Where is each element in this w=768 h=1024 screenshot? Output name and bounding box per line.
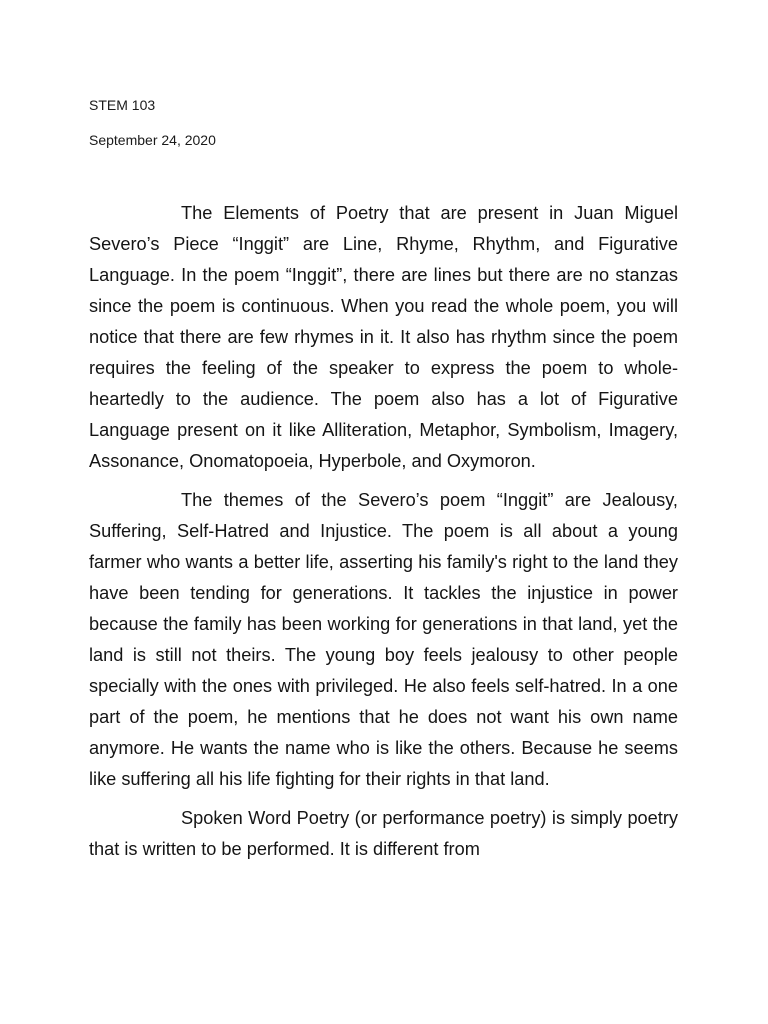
paragraph-themes: The themes of the Severo’s poem “Inggit” are Jealousy, Suffering, Self-Hatred and Injustice. The poem is all about a young farmer who wants a better life, asserting his family's right to the land they have been tending for generations. It tackles the injustice in power because the family has been working for generations in that land, yet the land is still not theirs. The young boy feels jealousy to other people specially with the ones with privileged. He also feels self-hatred. In a one part of the poem, he mentions that he does not want his own name anymore. He wants the name who is like the others. Because he seems like suffering all his life fighting for their rights in that land. xyxy=(89,490,678,789)
paragraph-elements-of-poetry: The Elements of Poetry that are present in Juan Miguel Severo’s Piece “Inggit” are Line, Rhyme, Rhythm, and Figurative Language. In the poem “Inggit”, there are lines but there are no stanzas since the poem is continuous. When you read the whole poem, you will notice that there are few rhymes in it. It also has rhythm since the poem requires the feeling of the speaker to express the poem to whole-heartedly to the audience. The poem also has a lot of Figurative Language present on it like Alliteration, Metaphor, Symbolism, Imagery, Assonance, Onomatopoeia, Hyperbole, and Oxymoron. xyxy=(89,203,678,471)
essay-body xyxy=(89,198,678,873)
paragraph-spoken-word: Spoken Word Poetry (or performance poetry) is simply poetry that is written to be performed. It is different from xyxy=(89,808,678,859)
class-name: STEM 103 xyxy=(89,97,156,113)
document-date: September 24, 2020 xyxy=(89,132,216,148)
